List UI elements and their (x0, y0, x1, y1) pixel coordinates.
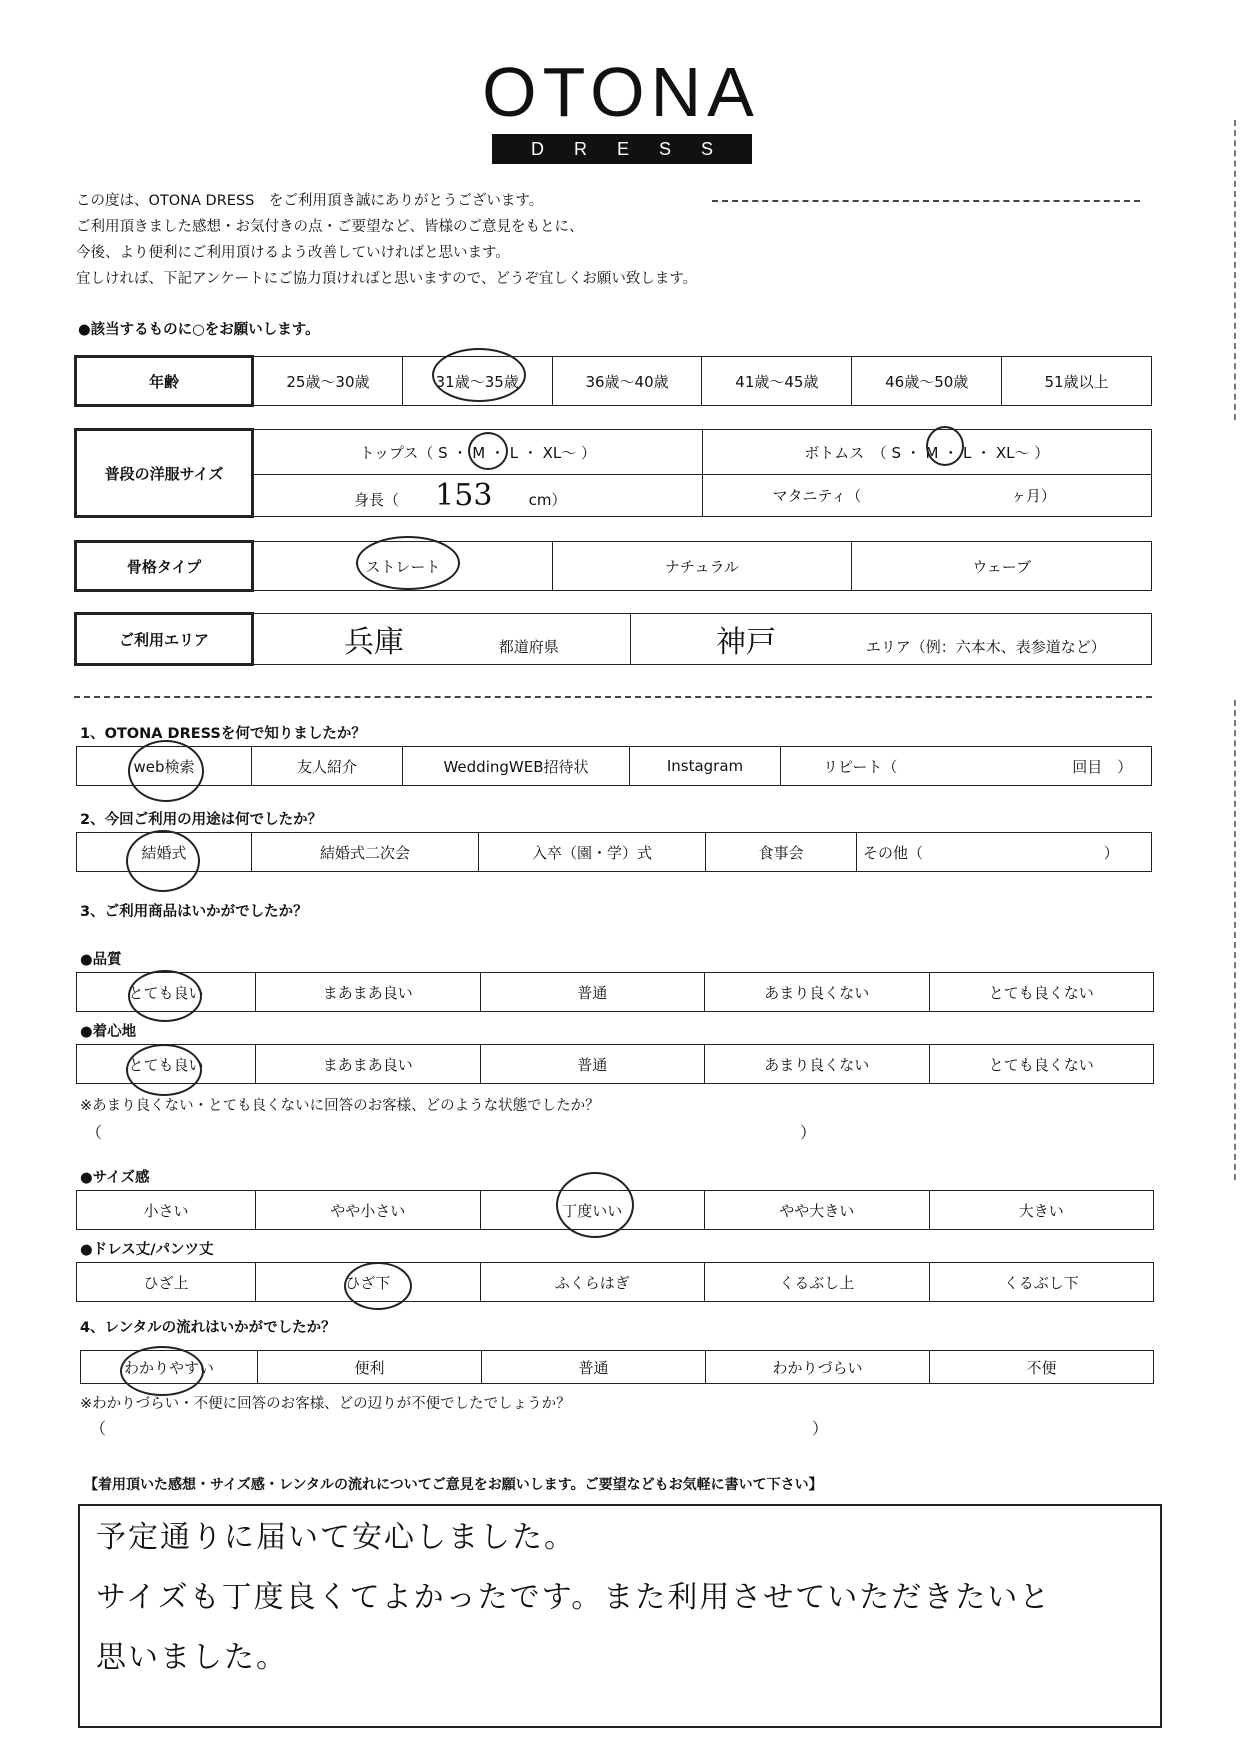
quality-option[interactable]: あまり良くない (705, 973, 930, 1012)
other-label: その他（ (863, 843, 924, 862)
age-label: 年齢 (76, 357, 253, 406)
q1-option-repeat[interactable] (781, 747, 1152, 786)
logo-otona: OTONA (482, 53, 760, 131)
selection-circle (126, 830, 200, 892)
bad-quality-note: ※あまり良くない・とても良くないに回答のお客様、どのような状態でしたか？ (80, 1098, 600, 1114)
height-unit: cm） (528, 491, 567, 509)
divider (74, 696, 1152, 698)
tops-size[interactable]: トップス（ S ・ M ・ L ・ XL〜 ） (253, 430, 703, 475)
length-label: ●ドレス丈/パンツ丈 (80, 1242, 214, 1258)
fit-label: ●サイズ感 (80, 1170, 150, 1186)
age-option[interactable]: 41歳〜45歳 (702, 357, 852, 406)
intro-line: 宜しければ、下記アンケートにご協力頂ければと思いますので、どうぞ宜しくお願い致します。 (76, 271, 698, 287)
selection-circle (126, 1044, 202, 1096)
scan-edge (1234, 120, 1236, 420)
q1-option[interactable]: web検索 (77, 747, 252, 786)
intro-text (76, 188, 697, 292)
q4-option[interactable]: 不便 (930, 1351, 1154, 1384)
fit-option[interactable]: 小さい (77, 1191, 256, 1230)
q1-option[interactable]: WeddingWEB招待状 (403, 747, 630, 786)
area-example: エリア（例：六本木、表参道など） (865, 638, 1106, 656)
fit-option[interactable]: やや小さい (256, 1191, 481, 1230)
selection-circle (432, 348, 526, 402)
age-option[interactable]: 46歳〜50歳 (852, 357, 1002, 406)
maternity-label: マタニティ（ (772, 487, 862, 505)
size-table (74, 428, 1152, 518)
area-value: 神戸 (716, 625, 776, 660)
q4-option[interactable]: わかりやすい (81, 1351, 258, 1384)
fit-option[interactable]: やや大きい (705, 1191, 930, 1230)
q1-table (76, 746, 1152, 786)
body-type-option[interactable]: ストレート (253, 542, 553, 591)
prefecture-value: 兵庫 (344, 625, 404, 660)
paren-close: ） (800, 1123, 817, 1142)
divider (712, 200, 1140, 202)
paren-open: （ (86, 1123, 103, 1142)
quality-option[interactable]: まあまあ良い (256, 973, 481, 1012)
q2-option[interactable]: 結婚式 (77, 833, 252, 872)
body-type-table (74, 540, 1152, 592)
area-field[interactable] (631, 614, 1152, 665)
height-label: 身長（ (354, 491, 400, 509)
comfort-option[interactable]: とても良くない (929, 1045, 1154, 1084)
selection-circle (556, 1172, 634, 1238)
q1-option[interactable]: Instagram (630, 747, 781, 786)
q1-title: 1、OTONA DRESSを何で知りましたか？ (80, 726, 366, 742)
maternity-unit: ヶ月） (1010, 487, 1056, 505)
other-close: ） (1103, 843, 1119, 862)
comment-line: サイズも丁度良くてよかったです。また利用させていただきたいと (96, 1580, 1052, 1615)
q2-option[interactable]: 結婚式二次会 (252, 833, 479, 872)
comment-line: 思いました。 (96, 1640, 288, 1675)
prefecture-field[interactable] (253, 614, 631, 665)
area-table (74, 612, 1152, 666)
comments-title: 【着用頂いた感想・サイズ感・レンタルの流れについてご意見をお願いします。ご要望などもお気軽に書いて下さい】 (84, 1477, 823, 1493)
height-value: 153 (435, 478, 493, 513)
body-type-label: 骨格タイプ (76, 542, 253, 591)
q4-option[interactable]: 便利 (258, 1351, 482, 1384)
comfort-table (76, 1044, 1154, 1084)
q2-table (76, 832, 1152, 872)
quality-table (76, 972, 1154, 1012)
quality-label: ●品質 (80, 952, 122, 968)
age-option[interactable]: 31歳〜35歳 (402, 357, 552, 406)
q4-option[interactable]: わかりづらい (706, 1351, 930, 1384)
length-table (76, 1262, 1154, 1302)
bottoms-size[interactable]: ボトムス （ S ・ M ・ L ・ XL〜 ） (702, 430, 1152, 475)
length-option[interactable]: ふくらはぎ (480, 1263, 705, 1302)
intro-line: ご利用頂きました感想・お気付きの点・ご要望など、皆様のご意見をもとに、 (76, 219, 584, 235)
logo-dress: DRESS (492, 134, 752, 164)
length-option[interactable]: ひざ上 (77, 1263, 256, 1302)
length-option[interactable]: ひざ下 (256, 1263, 481, 1302)
q2-option[interactable]: 入卒（園・学）式 (479, 833, 706, 872)
length-option[interactable]: くるぶし上 (705, 1263, 930, 1302)
quality-option[interactable]: 普通 (480, 973, 705, 1012)
paren-close: ） (812, 1419, 829, 1438)
selection-circle (468, 432, 508, 470)
comment-line: 予定通りに届いて安心しました。 (96, 1520, 576, 1555)
comfort-option[interactable]: まあまあ良い (256, 1045, 481, 1084)
fit-option[interactable]: 大きい (929, 1191, 1154, 1230)
age-table (74, 355, 1152, 407)
q3-title: 3、ご利用商品はいかがでしたか？ (80, 904, 308, 920)
maternity-field[interactable] (702, 475, 1152, 517)
selection-circle (344, 1262, 412, 1310)
intro-line: この度は、OTONA DRESS をご利用頂き誠にありがとうございます。 (76, 193, 544, 209)
body-type-option[interactable]: ウェーブ (852, 542, 1152, 591)
intro-line: 今後、より便利にご利用頂けるよう改善していければと思います。 (76, 245, 510, 261)
selection-circle (926, 426, 964, 466)
prefecture-label: 都道府県 (498, 638, 559, 656)
age-option[interactable]: 51歳以上 (1002, 357, 1152, 406)
size-label: 普段の洋服サイズ (76, 430, 253, 517)
q4-title: 4、レンタルの流れはいかがでしたか？ (80, 1320, 336, 1336)
height-field[interactable] (253, 475, 703, 517)
comfort-label: ●着心地 (80, 1024, 137, 1040)
comfort-option[interactable]: とても良い (77, 1045, 256, 1084)
q1-option[interactable]: 友人紹介 (252, 747, 403, 786)
scan-edge (1234, 700, 1236, 1180)
q4-note: ※わかりづらい・不便に回答のお客様、どの辺りが不便でしたでしょうか？ (80, 1396, 571, 1412)
comfort-option[interactable]: あまり良くない (705, 1045, 930, 1084)
instruction: ●該当するものに○をお願いします。 (78, 322, 320, 338)
fit-option[interactable]: 丁度いい (480, 1191, 705, 1230)
age-option[interactable]: 25歳〜30歳 (253, 357, 403, 406)
q2-option-other[interactable] (857, 833, 1152, 872)
q2-option[interactable]: 食事会 (706, 833, 857, 872)
quality-option[interactable]: とても良い (77, 973, 256, 1012)
length-option[interactable]: くるぶし下 (929, 1263, 1154, 1302)
selection-circle (128, 970, 202, 1022)
repeat-count-label: 回目 ） (1072, 757, 1133, 776)
quality-option[interactable]: とても良くない (929, 973, 1154, 1012)
q4-option[interactable]: 普通 (482, 1351, 706, 1384)
selection-circle (356, 536, 460, 590)
body-type-option[interactable]: ナチュラル (552, 542, 852, 591)
q4-table (80, 1350, 1154, 1384)
repeat-label: リピート（ (823, 757, 898, 776)
q2-title: 2、今回ご利用の用途は何でしたか？ (80, 812, 323, 828)
selection-circle (128, 740, 204, 802)
selection-circle (120, 1346, 204, 1396)
paren-open: （ (90, 1419, 107, 1438)
area-label: ご利用エリア (76, 614, 253, 665)
age-option[interactable]: 36歳〜40歳 (552, 357, 702, 406)
comfort-option[interactable]: 普通 (480, 1045, 705, 1084)
